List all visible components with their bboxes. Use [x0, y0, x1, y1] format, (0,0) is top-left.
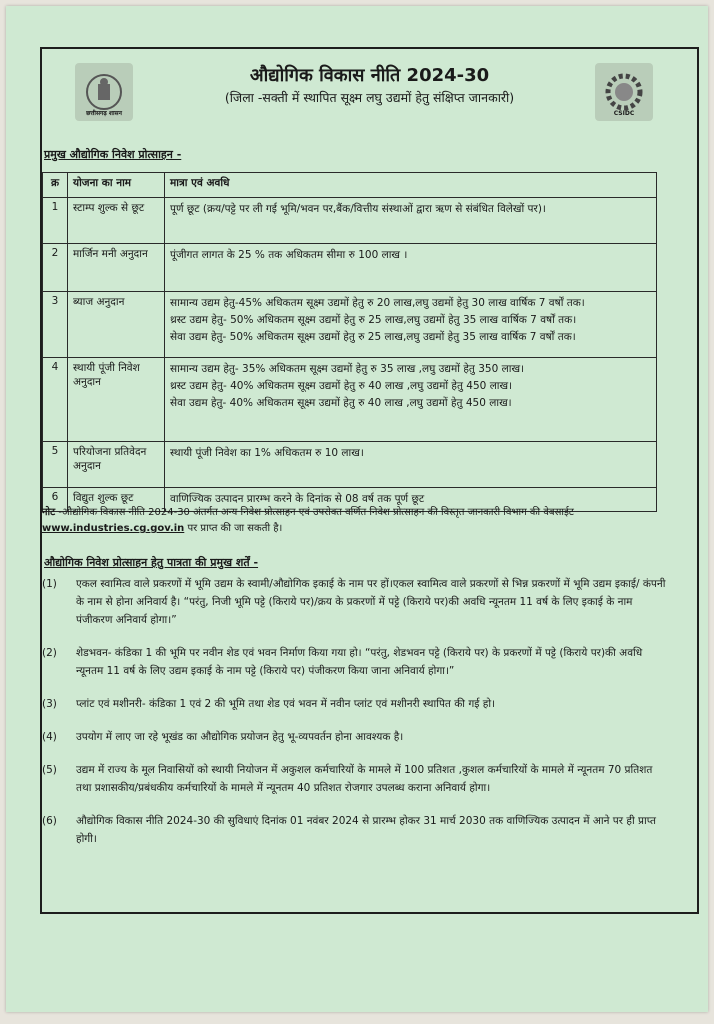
condition-number: (5) [42, 764, 57, 776]
table-row [43, 244, 657, 292]
eligibility-heading: औद्योगिक निवेश प्रोत्साहन हेतु पात्रता की प्रमुख शर्तें - [44, 556, 259, 569]
row-serial: 2 [43, 244, 68, 292]
column-header-scheme: योजना का नाम [68, 173, 165, 198]
condition-text: उद्यम में राज्य के मूल निवासियों को स्थायी नियोजन में अकुशल कर्मचारियों के मामले में 100 प्रतिशत ,कुशल कर्मचारियों के मामले में न्यूनतम 70 प्रतिशत तथा प्रशासकीय/प्रबंधकीय कर्मचारियों के मामले में न्यूनतम 40 प्रतिशत रोजगार उपलब्ध कराना अनिवार्य होगा। [76, 764, 653, 794]
csidc-logo [595, 63, 653, 121]
condition-text: शेडभवन- कंडिका 1 की भूमि पर नवीन शेड एवं भवन निर्माण किया गया हो। “परंतु, शेडभवन पट्टे (किराये पर) के प्रकरणों में पट्टे (किराये पर)की अवधि न्यूनतम 11 वर्ष के लिए उद्यम इकाई के नाम पट्टे (किराये पर) पंजीकरण किया जाना अनिवार्य होगा।” [76, 647, 643, 677]
row-amount [165, 292, 657, 358]
emblem-label: छत्तीसगढ़ शासन [86, 110, 122, 117]
row-serial: 6 [43, 488, 68, 512]
amount-line: सेवा उद्यम हेतु- 50% अधिकतम सूक्ष्म उद्यमों हेतु रु 25 लाख,लघु उद्यमों हेतु 35 लाख वार्षिक 7 वर्षों तक। [170, 331, 576, 343]
column-header-serial: क्र [43, 173, 68, 198]
condition-text: प्लांट एवं मशीनरी- कंडिका 1 एवं 2 की भूमि तथा शेड एवं भवन में नवीन प्लांट एवं मशीनरी स्थापित की गई हो। [76, 698, 496, 710]
list-item [42, 728, 667, 746]
row-amount [165, 442, 657, 488]
table-row [43, 358, 657, 442]
list-item [42, 644, 667, 680]
incentives-table [42, 172, 657, 512]
table-header-row [43, 173, 657, 198]
condition-text: एकल स्वामित्व वाले प्रकरणों में भूमि उद्यम के स्वामी/औद्योगिक इकाई के नाम पर हों।एकल स्वामित्व वाले प्रकरणों से भिन्न प्रकरणों में भूमि उद्यम इकाई/ कंपनी के नाम से होना अनिवार्य है। “परंतु, निजी भूमि पट्टे (किराये पर)/क्रय के प्रकरणों में पट्टे (किराये पर)की अवधि न्यूनतम 11 वर्ष के लिए इकाई के नाम पंजीकरण अनिवार्य होगा।” [76, 578, 666, 626]
amount-line: सेवा उद्यम हेतु- 40% अधिकतम सूक्ष्म उद्यमों हेतु रु 40 लाख ,लघु उद्यमों हेतु 450 लाख। [170, 397, 512, 409]
list-item [42, 761, 667, 797]
row-scheme-name: स्थायी पूंजी निवेश अनुदान [68, 358, 165, 442]
row-scheme-name: स्टाम्प शुल्क से छूट [68, 198, 165, 244]
condition-number: (3) [42, 698, 57, 710]
table-row [43, 198, 657, 244]
condition-number: (2) [42, 647, 57, 659]
document-sheet [6, 6, 708, 1012]
row-scheme-name: परियोजना प्रतिवेदन अनुदान [68, 442, 165, 488]
row-serial: 3 [43, 292, 68, 358]
row-amount [165, 358, 657, 442]
amount-line: वाणिज्यिक उत्पादन प्रारम्भ करने के दिनांक से 08 वर्ष तक पूर्ण छूट [170, 493, 425, 505]
conditions-list [42, 575, 667, 863]
condition-number: (1) [42, 578, 57, 590]
note-suffix: पर प्राप्त की जा सकती है। [184, 523, 283, 534]
list-item [42, 575, 667, 629]
incentives-heading: प्रमुख औद्योगिक निवेश प्रोत्साहन - [44, 148, 182, 161]
amount-line: सामान्य उद्यम हेतु- 35% अधिकतम सूक्ष्म उद्यमों हेतु रु 35 लाख ,लघु उद्यमों हेतु 350 लाख। [170, 363, 525, 375]
amount-line: पूंजीगत लागत के 25 % तक अधिकतम सीमा रु 100 लाख । [170, 249, 408, 261]
csidc-label: CSIDC [613, 110, 635, 117]
condition-number: (6) [42, 815, 57, 827]
row-scheme-name: ब्याज अनुदान [68, 292, 165, 358]
note-text: -औद्योगिक विकास नीति 2024-30 अंतर्गत अन्य निवेश प्रोत्साहन एवं उपरोक्त वर्णित निवेश प्रोत्साहन की विस्तृत जानकारी विभाग की वेबसाईट [55, 507, 574, 518]
condition-text: उपयोग में लाए जा रहे भूखंड का औद्योगिक प्रयोजन हेतु भू-व्यपवर्तन होना आवश्यक है। [76, 731, 404, 743]
note-paragraph [42, 505, 654, 537]
condition-number: (4) [42, 731, 57, 743]
row-amount [165, 198, 657, 244]
column-header-amount: मात्रा एवं अवधि [165, 173, 657, 198]
amount-line: थ्रस्ट उद्यम हेतु- 40% अधिकतम सूक्ष्म उद्यमों हेतु रु 40 लाख ,लघु उद्यमों हेतु 450 लाख। [170, 380, 513, 392]
condition-text: औद्योगिक विकास नीति 2024-30 की सुविधाएं दिनांक 01 नवंबर 2024 से प्रारम्भ होकर 31 मार्च 2030 तक वाणिज्यिक उत्पादन में आने पर ही प्राप्त होगी। [76, 815, 656, 845]
website-link[interactable]: www.industries.cg.gov.in [42, 523, 185, 534]
row-scheme-name: विद्युत शुल्क छूट [68, 488, 165, 512]
amount-line: सामान्य उद्यम हेतु-45% अधिकतम सूक्ष्म उद्यमों हेतु रु 20 लाख,लघु उद्यमों हेतु 30 लाख वार्षिक 7 वर्षों तक। [170, 297, 585, 309]
page-subtitle: (जिला -सक्ती में स्थापित सूक्ष्म लघु उद्यमों हेतु संक्षिप्त जानकारी) [224, 90, 515, 105]
page-title: औद्योगिक विकास नीति 2024-30 [249, 65, 490, 86]
table-row [43, 442, 657, 488]
amount-line: थ्रस्ट उद्यम हेतु- 50% अधिकतम सूक्ष्म उद्यमों हेतु रु 25 लाख,लघु उद्यमों हेतु 35 लाख वार्षिक 7 वर्षों तक। [170, 314, 577, 326]
row-serial: 4 [43, 358, 68, 442]
amount-line: पूर्ण छूट (क्रय/पट्टे पर ली गई भूमि/भवन पर,बैंक/वित्तीय संस्थाओं द्वारा ऋण से संबंधित विलेखों पर)। [170, 203, 546, 215]
document-frame [40, 47, 699, 914]
note-label: नोट [42, 507, 56, 518]
row-scheme-name: मार्जिन मनी अनुदान [68, 244, 165, 292]
list-item [42, 812, 667, 848]
list-item [42, 695, 667, 713]
row-amount [165, 244, 657, 292]
table-row [43, 292, 657, 358]
row-serial: 5 [43, 442, 68, 488]
amount-line: स्थायी पूंजी निवेश का 1% अधिकतम रु 10 लाख। [170, 447, 364, 459]
gear-icon [602, 70, 646, 114]
row-serial: 1 [43, 198, 68, 244]
